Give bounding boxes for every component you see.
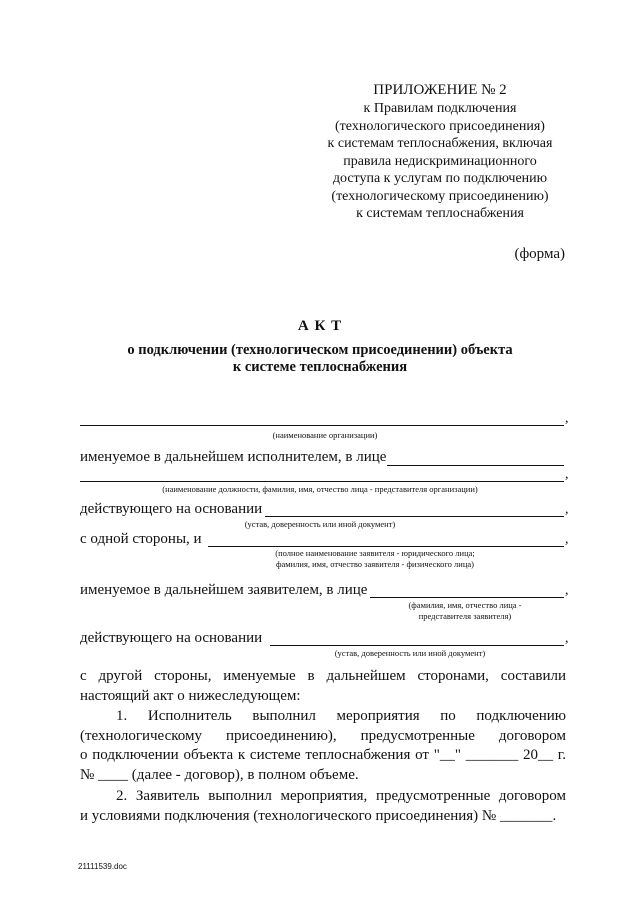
file-name-footer: 21111539.doc — [78, 862, 127, 871]
clause-2 — [80, 787, 566, 826]
clause-2-line: 2. Заявитель выполнил мероприятия, предусмотренные договором — [116, 788, 566, 804]
basis1-label: действующего на основании — [80, 501, 263, 517]
subtitle-line: о подключении (технологическом присоединении) объекта — [127, 342, 513, 358]
form-label: (форма) — [514, 246, 565, 262]
clause-1-line: (технологическому присоединению), предусмотренные договором — [80, 727, 566, 744]
comma: , — [565, 467, 569, 482]
rep-caption: (наименование должности, фамилия, имя, отчество лица - представителя организации) — [162, 484, 478, 494]
clause-1-line: 1. Исполнитель выполнил мероприятия по подключению — [116, 708, 566, 724]
executor-rep-line-2[interactable] — [80, 481, 564, 482]
basis1-caption: (устав, доверенность или иной документ) — [244, 519, 396, 529]
intro-line: настоящий акт о нижеследующем: — [80, 687, 301, 704]
basis2-caption: (устав, доверенность или иной документ) — [334, 648, 486, 658]
side1-label: с одной стороны, и — [80, 531, 202, 547]
intro-line: с другой стороны, именуемые в дальнейшем сторонами, составили — [80, 668, 566, 684]
executor-rep-line[interactable] — [387, 465, 564, 466]
applicant-rep-caption-line: (фамилия, имя, отчество лица - — [408, 600, 522, 610]
appendix-line: доступа к услугам по подключению — [332, 171, 548, 186]
clause-2-line: и условиями подключения (технологического присоединения) № _______. — [80, 807, 557, 824]
clause-1-line: о подключении объекта к системе теплоснабжения от "__" _______ 20__ г. — [80, 747, 566, 763]
appendix-header — [300, 80, 580, 223]
executor-label: именуемое в дальнейшем исполнителем, в лице — [80, 449, 387, 465]
appendix-line: (технологическому присоединению) — [331, 188, 549, 204]
appendix-line: правила недискриминационного — [343, 153, 537, 169]
appendix-line: к системам теплоснабжения, включая — [327, 136, 553, 151]
appendix-number: ПРИЛОЖЕНИЕ № 2 — [373, 82, 507, 98]
intro-paragraph — [80, 667, 566, 706]
comma: , — [565, 532, 569, 547]
applicant-caption-line: фамилия, имя, отчество заявителя - физического лица) — [275, 559, 475, 569]
applicant-rep-line[interactable] — [370, 597, 564, 598]
clause-1 — [80, 707, 566, 785]
comma: , — [565, 583, 569, 598]
basis2-label: действующего на основании — [80, 630, 263, 646]
basis2-line[interactable] — [270, 645, 564, 646]
applicant-caption — [240, 548, 510, 570]
applicant-caption-line: (полное наименование заявителя - юридического лица; — [275, 548, 475, 558]
comma: , — [565, 502, 569, 517]
comma: , — [565, 411, 569, 426]
subtitle-line: к системе теплоснабжения — [232, 359, 408, 375]
clause-1-line: № ____ (далее - договор), в полном объеме. — [80, 766, 359, 783]
applicant-rep-caption-line: представителя заявителя) — [418, 611, 512, 621]
appendix-line: к Правилам подключения — [363, 101, 517, 116]
org-name-line[interactable] — [80, 425, 564, 426]
applicant-label: именуемое в дальнейшем заявителем, в лице — [80, 582, 368, 598]
basis1-line[interactable] — [265, 516, 564, 517]
comma: , — [565, 631, 569, 646]
appendix-line: (технологического присоединения) — [335, 118, 545, 134]
document-subtitle — [80, 342, 560, 376]
org-caption: (наименование организации) — [272, 430, 378, 440]
appendix-line: к системам теплоснабжения — [356, 206, 524, 221]
document-title: А К Т — [297, 318, 343, 334]
applicant-rep-caption — [380, 600, 550, 622]
applicant-name-line[interactable] — [208, 546, 564, 547]
